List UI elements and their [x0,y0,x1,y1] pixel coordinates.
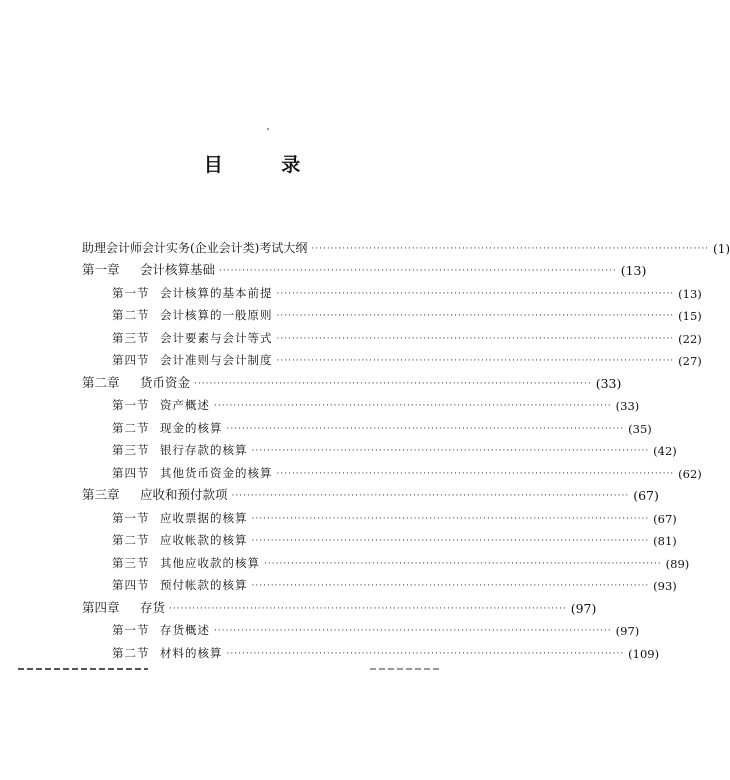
toc-page-number: (1) [713,241,730,256]
toc-section-row[interactable] [82,526,677,549]
toc-title: 会计核算的一般原则 [160,308,273,322]
toc-title: 应收帐款的核算 [160,533,248,547]
toc-page-number: (97) [570,600,597,616]
toc-title: 会计核算的基本前提 [160,285,273,300]
scan-rule-left [18,668,148,670]
toc-title: 存货 [140,599,166,615]
toc-page-number: (15) [678,309,702,323]
toc-section-row[interactable] [82,391,640,414]
toc-title: 存货概述 [160,623,210,637]
dot-leader: ······································································································· [264,558,662,569]
scan-rule-right [370,668,440,670]
table-of-contents [82,233,730,661]
dot-leader: ······································································································· [251,446,650,456]
toc-page-number: (13) [620,263,647,278]
toc-title: 助理会计师会计实务(企业会计类)考试大纲 [82,240,308,255]
toc-number: 第四节 [112,353,150,367]
dot-leader: ······································································································· [194,378,592,389]
toc-number: 第四节 [112,465,150,480]
toc-number: 第三章 [82,487,120,502]
toc-title: 会计核算基础 [140,262,216,277]
toc-section-row[interactable] [82,638,660,661]
toc-page-number: (93) [653,579,677,593]
toc-number: 第一节 [112,510,150,525]
toc-entry-row[interactable] [82,233,730,256]
toc-number: 第二节 [112,533,150,547]
toc-page-number: (35) [628,421,652,436]
toc-number: 第二节 [112,308,150,322]
toc-section-row[interactable] [82,548,690,571]
toc-title: 应收和预付款项 [140,487,228,502]
dot-leader: ······································································································· [226,423,625,434]
dot-leader: ······································································································· [276,311,675,321]
dot-leader: ······································································································· [251,581,650,591]
toc-page-number: (33) [615,399,640,413]
dot-leader: ······································································································· [251,536,650,546]
dot-leader: ······································································································· [214,401,612,411]
toc-number: 第三节 [112,443,150,457]
toc-number: 第一节 [112,623,150,637]
dot-leader: ······································································································· [276,333,675,344]
dot-leader: ······································································································· [214,626,612,636]
scan-speck [267,128,269,130]
toc-page-number: (27) [678,354,702,368]
toc-chapter-row[interactable] [82,256,647,279]
toc-number: 第二章 [82,374,120,390]
toc-number: 第三节 [112,330,150,345]
dot-leader: ······································································································· [169,603,567,614]
dot-leader: ······································································································· [226,648,625,659]
toc-section-row[interactable] [82,323,702,346]
toc-page-number: (89) [665,556,690,571]
toc-section-row[interactable] [82,503,677,526]
page-title: 目 录 [203,154,327,176]
toc-title: 会计准则与会计制度 [160,353,273,367]
toc-title: 应收票据的核算 [160,510,248,525]
toc-title: 会计要素与会计等式 [160,330,273,345]
dot-leader: ······································································································· [311,243,710,254]
toc-chapter-row[interactable] [82,368,622,391]
dot-leader: ······································································································· [231,491,630,501]
dot-leader: ······································································································· [276,468,675,479]
toc-page-number: (22) [678,331,702,346]
toc-number: 第三节 [112,555,150,570]
dot-leader: ······································································································· [219,266,617,276]
toc-title: 银行存款的核算 [160,443,248,457]
toc-number: 第四节 [112,578,150,592]
toc-page-number: (67) [653,511,677,526]
toc-section-row[interactable] [82,571,677,594]
toc-page-number: (97) [615,624,640,638]
toc-section-row[interactable] [82,436,677,459]
toc-section-row[interactable] [82,458,702,481]
toc-page-number: (109) [628,646,660,661]
toc-number: 第二节 [112,420,150,435]
toc-title: 其他货币资金的核算 [160,465,273,480]
toc-title: 现金的核算 [160,420,223,435]
toc-section-row[interactable] [82,301,702,324]
toc-title: 材料的核算 [160,645,223,660]
toc-page-number: (33) [595,375,622,391]
toc-chapter-row[interactable] [82,593,597,616]
toc-title: 货币资金 [140,374,191,390]
toc-page-number: (42) [653,444,677,458]
toc-section-row[interactable] [82,616,640,639]
toc-page-number: (67) [633,488,659,503]
toc-number: 第一节 [112,285,150,300]
toc-title: 资产概述 [160,398,210,412]
toc-section-row[interactable] [82,278,702,301]
dot-leader: ······································································································· [276,356,675,366]
toc-title: 预付帐款的核算 [160,578,248,592]
toc-number: 第四章 [82,599,120,615]
toc-number: 第一节 [112,398,150,412]
toc-section-row[interactable] [82,413,652,436]
dot-leader: ······································································································· [276,288,675,299]
dot-leader: ······································································································· [251,513,650,524]
toc-number: 第二节 [112,645,150,660]
toc-section-row[interactable] [82,346,702,369]
toc-title: 其他应收款的核算 [160,555,260,570]
toc-page-number: (81) [653,534,677,548]
toc-chapter-row[interactable] [82,481,659,504]
toc-number: 第一章 [82,262,120,277]
toc-page-number: (62) [678,466,702,481]
toc-page-number: (13) [678,286,702,301]
